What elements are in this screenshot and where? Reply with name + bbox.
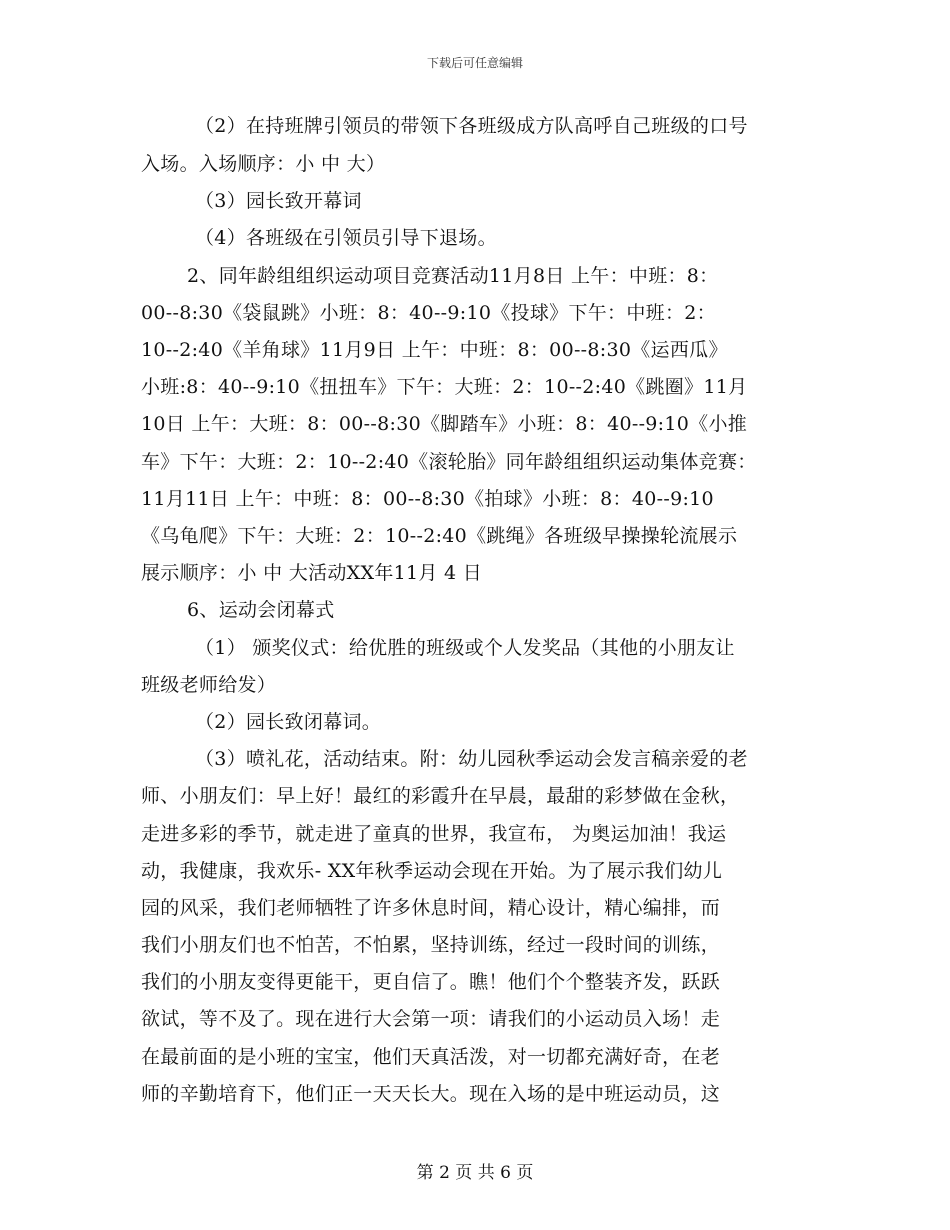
paragraph-line: 2、同年龄组组织运动项目竞赛活动11月8日 上午：中班：8： — [187, 265, 719, 287]
page-number: 第 2 页 共 6 页 — [416, 1163, 534, 1183]
paragraph-line: 展示顺序：小 中 大活动XX年11月 4 日 — [141, 562, 483, 584]
paragraph-line: 6、运动会闭幕式 — [187, 599, 335, 621]
paragraph-line: 动，我健康，我欢乐- XX年秋季运动会现在开始。为了展示我们幼儿 — [141, 860, 723, 882]
paragraph-line: 10--2:40《羊角球》11月9日 上午：中班：8：00--8:30《运西瓜》 — [141, 339, 728, 361]
paragraph-line: 师的辛勤培育下，他们正一天天长大。现在入场的是中班运动员，这 — [141, 1083, 721, 1105]
paragraph-line: （3）喷礼花，活动结束。附：幼儿园秋季运动会发言稿亲爱的老 — [195, 748, 748, 770]
paragraph-line: 走进多彩的季节，就走进了童真的世界，我宣布， 为奥运加油！我运 — [141, 823, 727, 845]
paragraph-line: （3）园长致开幕词 — [195, 190, 362, 212]
paragraph-line: 园的风采，我们老师牺牲了许多休息时间，精心设计，精心编排，而 — [141, 897, 721, 919]
paragraph-line: 在最前面的是小班的宝宝，他们天真活泼，对一切都充满好奇，在老 — [141, 1046, 721, 1068]
paragraph-line: （4）各班级在引领员引导下退场。 — [195, 227, 497, 249]
paragraph-line: 车》下午：大班：2：10--2:40《滚轮胎》同年龄组组织运动集体竞赛： — [141, 451, 757, 473]
paragraph-line: 欲试，等不及了。现在进行大会第一项：请我们的小运动员入场！走 — [141, 1008, 721, 1030]
paragraph-line: 班级老师给发） — [141, 674, 277, 696]
paragraph-line: 00--8:30《袋鼠跳》小班：8：40--9:10《投球》下午：中班：2： — [141, 302, 716, 324]
paragraph-line: 10日 上午：大班：8：00--8:30《脚踏车》小班：8：40--9:10《小推 — [141, 413, 748, 435]
paragraph-line: （2）在持班牌引领员的带领下各班级成方队高呼自己班级的口号 — [195, 115, 748, 137]
paragraph-line: （2）园长致闭幕词。 — [195, 711, 382, 733]
paragraph-line: （1） 颁奖仪式：给优胜的班级或个人发奖品（其他的小朋友让 — [195, 637, 735, 659]
page-header: 下载后可任意编辑 — [426, 56, 523, 70]
paragraph-line: 我们小朋友们也不怕苦，不怕累，坚持训练，经过一段时间的训练， — [141, 934, 721, 956]
paragraph-line: 小班:8：40--9:10《扭扭车》下午：大班：2：10--2:40《跳圈》11月 — [141, 376, 748, 398]
paragraph-line: 我们的小朋友变得更能干，更自信了。瞧！他们个个整装齐发，跃跃 — [141, 971, 721, 993]
paragraph-line: 师、小朋友们：早上好！最红的彩霞升在早晨，最甜的彩梦做在金秋， — [141, 785, 740, 807]
paragraph-line: 入场。入场顺序：小 中 大） — [141, 153, 386, 175]
paragraph-line: 《乌龟爬》下午：大班：2：10--2:40《跳绳》各班级早操操轮流展示 — [141, 525, 738, 547]
paragraph-line: 11月11日 上午：中班：8：00--8:30《拍球》小班：8：40--9:10 — [141, 488, 714, 510]
